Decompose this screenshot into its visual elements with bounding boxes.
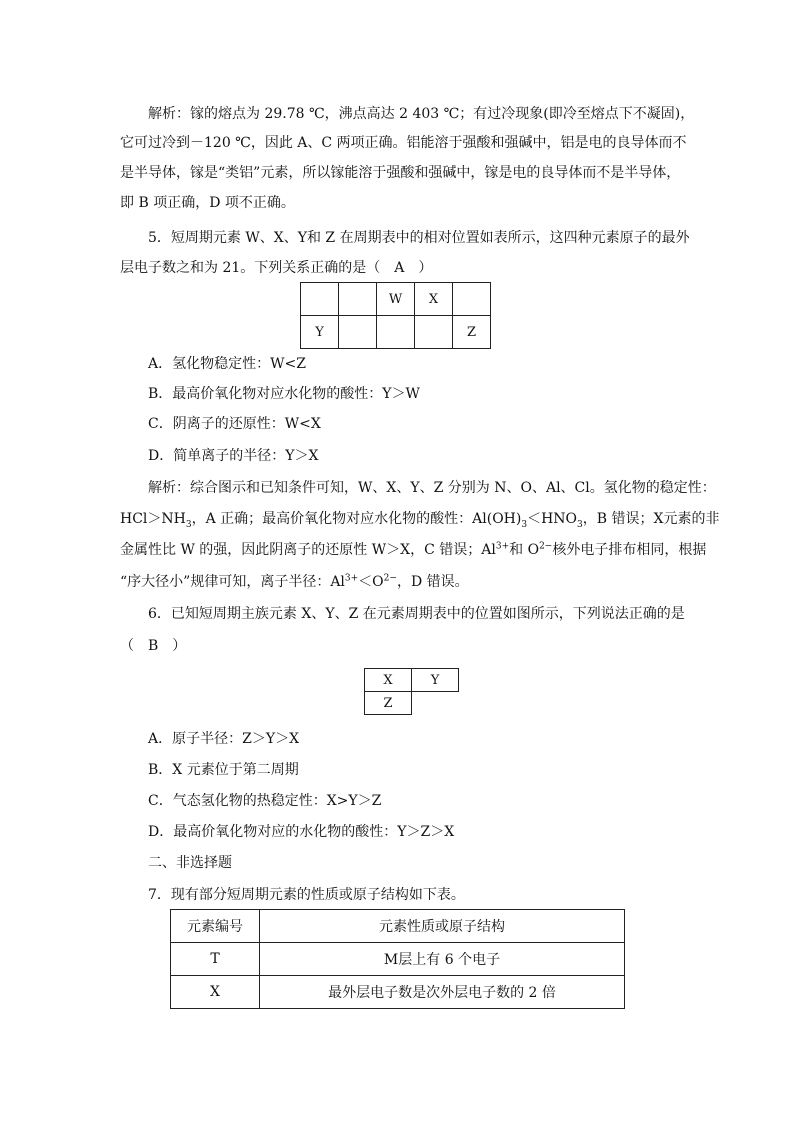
table-header-row bbox=[171, 910, 625, 943]
table-cell: X bbox=[415, 283, 453, 316]
q5-option-b: B．最高价氧化物对应水化物的酸性：Y＞W bbox=[148, 386, 420, 402]
q5-option-c: C．阴离子的还原性：W<X bbox=[148, 416, 321, 432]
analysis-q5-line1: 解析：综合图示和已知条件可知，W、X、Y、Z 分别为 N、O、Al、Cl。氢化物的稳定性： bbox=[148, 480, 716, 496]
table-row bbox=[171, 976, 625, 1009]
q6-periodic-table bbox=[364, 668, 459, 715]
q5-option-a: A．氢化物稳定性：W<Z bbox=[148, 356, 306, 372]
q6-option-c: C．气态氢化物的热稳定性：X>Y＞Z bbox=[148, 793, 382, 809]
table-row bbox=[301, 316, 491, 349]
table-cell: X bbox=[171, 976, 260, 1009]
q5-periodic-table bbox=[300, 282, 491, 349]
q6-stem-line2: （ B ） bbox=[120, 638, 187, 654]
table-cell: W bbox=[377, 283, 415, 316]
table-cell: Z bbox=[453, 316, 491, 349]
table-cell bbox=[301, 283, 339, 316]
q6-stem-line1: 6．已知短周期主族元素 X、Y、Z 在元素周期表中的位置如图所示，下列说法正确的是 bbox=[148, 606, 685, 622]
table-cell bbox=[453, 283, 491, 316]
analysis-q5-line2: $HCl>NH_3$，A 正确；最高价氧化物对应水化物的酸性：$Al(OH)_3<HNO_3$，B 错误；X元素的非 bbox=[120, 511, 720, 530]
q5-stem-line2: 层电子数之和为 21。下列关系正确的是（ A ） bbox=[120, 260, 433, 276]
table-cell bbox=[412, 692, 459, 715]
analysis-q5-line4: “序大径小”规律可知，离子半径：$Al^{3+}<O^{2-}$，D 错误。 bbox=[120, 573, 469, 590]
table-row bbox=[171, 943, 625, 976]
table-cell: Z bbox=[365, 692, 412, 715]
q7-element-table bbox=[170, 909, 625, 1009]
analysis-q4-line3: 是半导体，镓是“类铝”元素，所以镓能溶于强酸和强碱中，镓是电的良导体而不是半导体， bbox=[120, 165, 681, 181]
q6-option-a: A．原子半径：Z＞Y＞X bbox=[148, 731, 300, 747]
analysis-q4-line1: 解析：镓的熔点为 29.78 ℃，沸点高达 2 403 ℃；有过冷现象(即冷至熔点下不凝固)， bbox=[148, 106, 695, 122]
table-cell bbox=[415, 316, 453, 349]
table-cell bbox=[339, 316, 377, 349]
q6-option-d: D．最高价氧化物对应的水化物的酸性：Y＞Z＞X bbox=[148, 824, 455, 840]
table-cell: 最外层电子数是次外层电子数的 2 倍 bbox=[260, 976, 625, 1009]
table-row bbox=[365, 692, 459, 715]
q6-option-b: B．X 元素位于第二周期 bbox=[148, 762, 299, 778]
table-cell: M层上有 6 个电子 bbox=[260, 943, 625, 976]
table-cell bbox=[377, 316, 415, 349]
table-cell: Y bbox=[412, 669, 459, 692]
table-row bbox=[365, 669, 459, 692]
q5-stem-line1: 5．短周期元素 W、X、Y和 Z 在周期表中的相对位置如表所示，这四种元素原子的最外 bbox=[148, 230, 690, 246]
analysis-q4-line4: 即 B 项正确，D 项不正确。 bbox=[120, 195, 295, 211]
table-cell: T bbox=[171, 943, 260, 976]
table-row bbox=[301, 283, 491, 316]
table-header-cell: 元素编号 bbox=[171, 910, 260, 943]
table-header-cell: 元素性质或原子结构 bbox=[260, 910, 625, 943]
section-heading: 二、非选择题 bbox=[148, 855, 232, 871]
table-cell: X bbox=[365, 669, 412, 692]
table-cell: Y bbox=[301, 316, 339, 349]
analysis-q4-line2: 它可过冷到－120 ℃，因此 A、C 两项正确。铝能溶于强酸和强碱中，铝是电的良导体而不 bbox=[120, 135, 687, 151]
analysis-q5-line3: 金属性比 W 的强，因此阴离子的还原性 W＞X，C 错误；$Al^{3+}$和 $O^{2-}$核外电子排布相同，根据 bbox=[120, 541, 707, 558]
q7-stem-line1: 7．现有部分短周期元素的性质或原子结构如下表。 bbox=[148, 887, 465, 903]
q5-option-d: D．简单离子的半径：Y＞X bbox=[148, 448, 319, 464]
table-cell bbox=[339, 283, 377, 316]
